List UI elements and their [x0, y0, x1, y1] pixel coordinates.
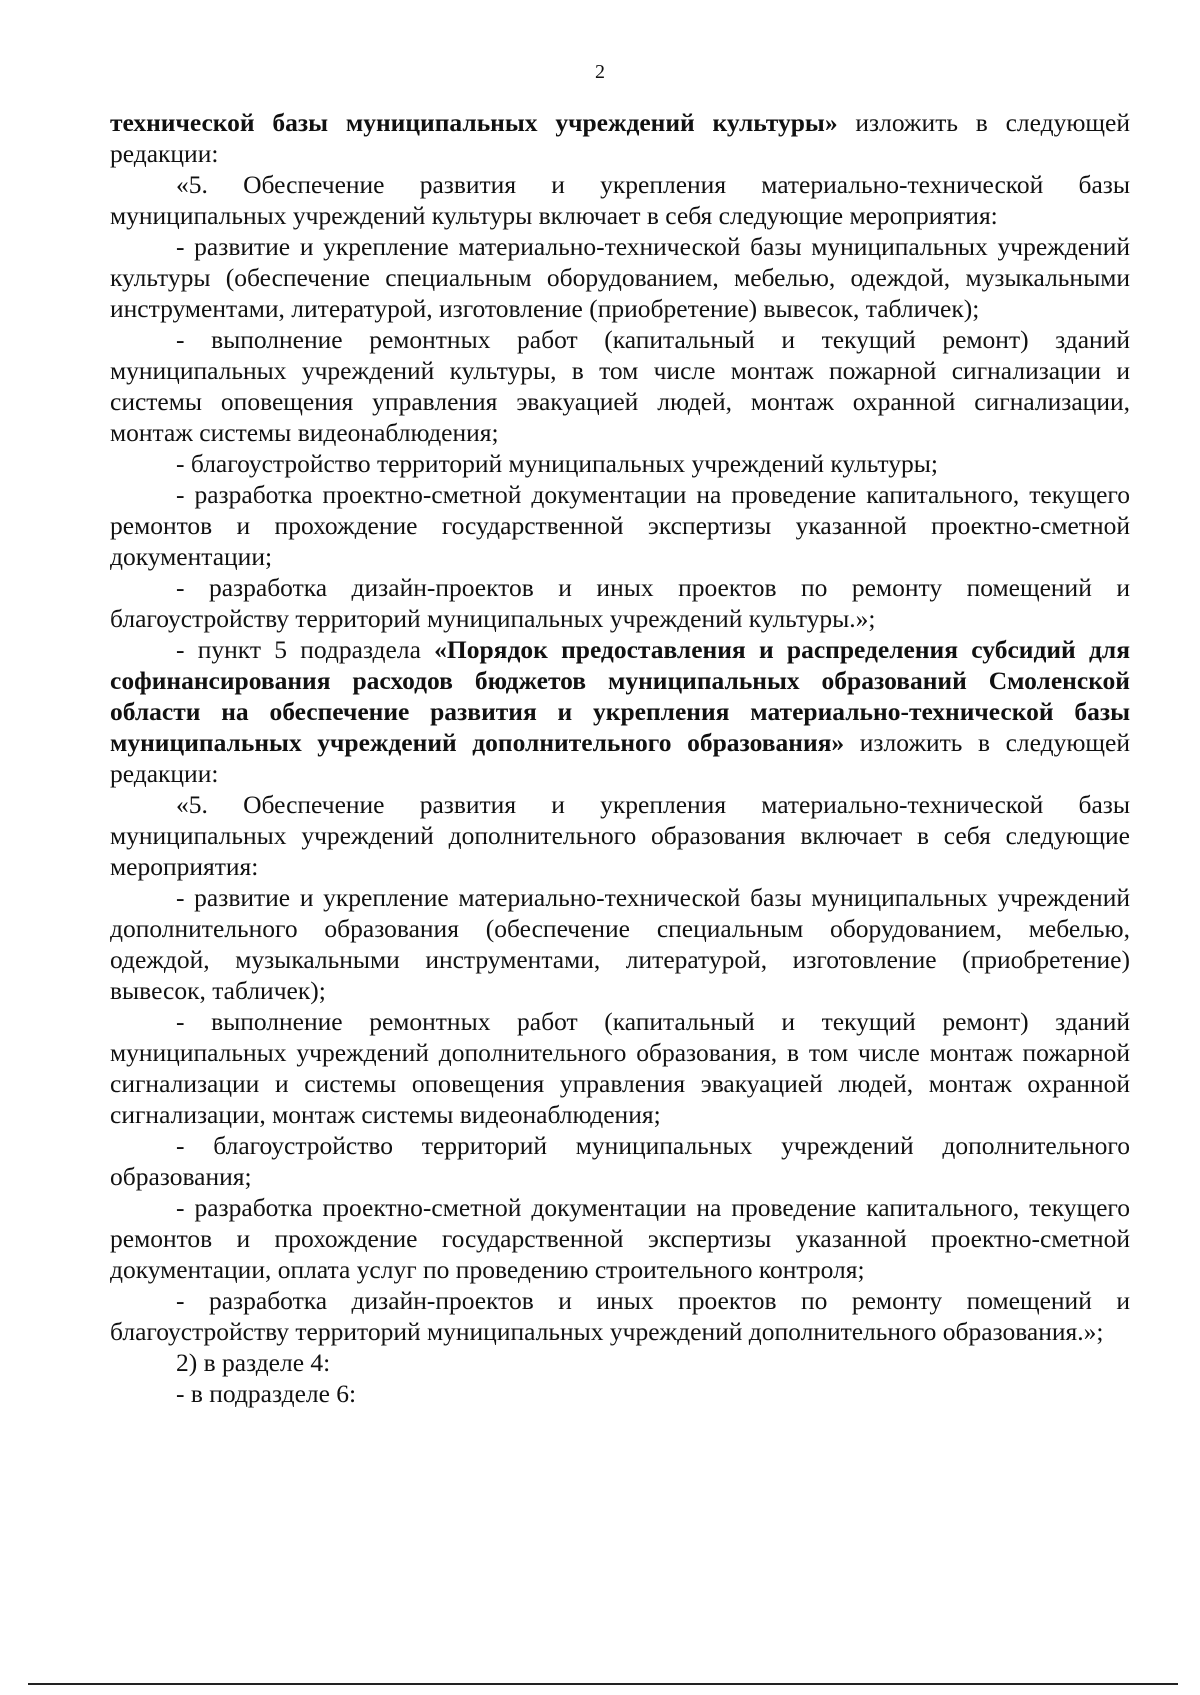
paragraph-text: 2) в разделе 4: — [176, 1348, 331, 1377]
paragraph-text: «5. Обеспечение развития и укрепления материально-технической базы муниципальных учреждений дополнительного образования включает в себя следующие мероприятия: — [110, 790, 1130, 881]
paragraph-text: - в подразделе 6: — [176, 1379, 357, 1408]
paragraph-text: - выполнение ремонтных работ (капитальный и текущий ремонт) зданий муниципальных учреждений культуры, в том числе монтаж пожарной сигнализации и системы оповещения управления эвакуацией людей, монтаж охранной сигнализации, монтаж системы видеонаблюдения; — [110, 325, 1130, 447]
paragraph — [110, 231, 1130, 324]
paragraph-text: - благоустройство территорий муниципальных учреждений культуры; — [176, 449, 938, 478]
paragraph-text: - разработка дизайн-проектов и иных проектов по ремонту помещений и благоустройству территорий муниципальных учреждений дополнительного образования.»; — [110, 1286, 1130, 1346]
paragraph-text: - разработка дизайн-проектов и иных проектов по ремонту помещений и благоустройству территорий муниципальных учреждений культуры.»; — [110, 573, 1130, 633]
bold-text: «Порядок предоставления и распределения субсидий для софинансирования расходов бюджетов муниципальных образований Смоленской области на обеспечение развития и укрепления материально-технической базы муниципальных учреждений дополнительного образования» — [110, 635, 1130, 757]
paragraph — [110, 634, 1130, 789]
paragraph-text: - разработка проектно-сметной документации на проведение капитального, текущего ремонтов и прохождение государственной экспертизы указанной проектно-сметной документации, оплата услуг по проведению строительного контроля; — [110, 1193, 1130, 1284]
paragraph — [110, 1378, 1130, 1409]
paragraph — [110, 1130, 1130, 1192]
paragraph — [110, 1192, 1130, 1285]
paragraph-text: - выполнение ремонтных работ (капитальный и текущий ремонт) зданий муниципальных учреждений дополнительного образования, в том числе монтаж пожарной сигнализации и системы оповещения управления эвакуацией людей, монтаж охранной сигнализации, монтаж системы видеонаблюдения; — [110, 1007, 1130, 1129]
paragraph-text: «5. Обеспечение развития и укрепления материально-технической базы муниципальных учреждений культуры включает в себя следующие мероприятия: — [110, 170, 1130, 230]
paragraph — [110, 448, 1130, 479]
paragraph-text: - разработка проектно-сметной документации на проведение капитального, текущего ремонтов и прохождение государственной экспертизы указанной проектно-сметной документации; — [110, 480, 1130, 571]
page-number: 2 — [595, 61, 605, 83]
paragraph — [110, 882, 1130, 1006]
paragraph-text: изложить в следующей редакции: — [110, 728, 1130, 788]
paragraph-text: - развитие и укрепление материально-технической базы муниципальных учреждений культуры (обеспечение специальным оборудованием, мебелью, одеждой, музыкальными инструментами, литературой, изготовление (приобретение) вывесок, табличек); — [110, 232, 1130, 323]
document-body — [110, 107, 1130, 1409]
paragraph — [110, 572, 1130, 634]
paragraph — [110, 169, 1130, 231]
paragraph — [110, 324, 1130, 448]
paragraph — [110, 1006, 1130, 1130]
paragraph — [110, 479, 1130, 572]
paragraph-text: изложить в следующей редакции: — [110, 108, 1130, 168]
paragraph-text: - благоустройство территорий муниципальных учреждений дополнительного образования; — [110, 1131, 1130, 1191]
paragraph-text: - развитие и укрепление материально-технической базы муниципальных учреждений дополнительного образования (обеспечение специальным оборудованием, мебелью, одеждой, музыкальными инструментами, литературой, изготовление (приобретение) вывесок, табличек); — [110, 883, 1130, 1005]
paragraph — [110, 107, 1130, 169]
paragraph — [110, 1285, 1130, 1347]
paragraph — [110, 1347, 1130, 1378]
bold-text: технической базы муниципальных учреждений культуры» — [110, 108, 838, 137]
scan-edge-line — [28, 1683, 1178, 1685]
paragraph-text: - пункт 5 подраздела — [176, 635, 435, 664]
paragraph — [110, 789, 1130, 882]
